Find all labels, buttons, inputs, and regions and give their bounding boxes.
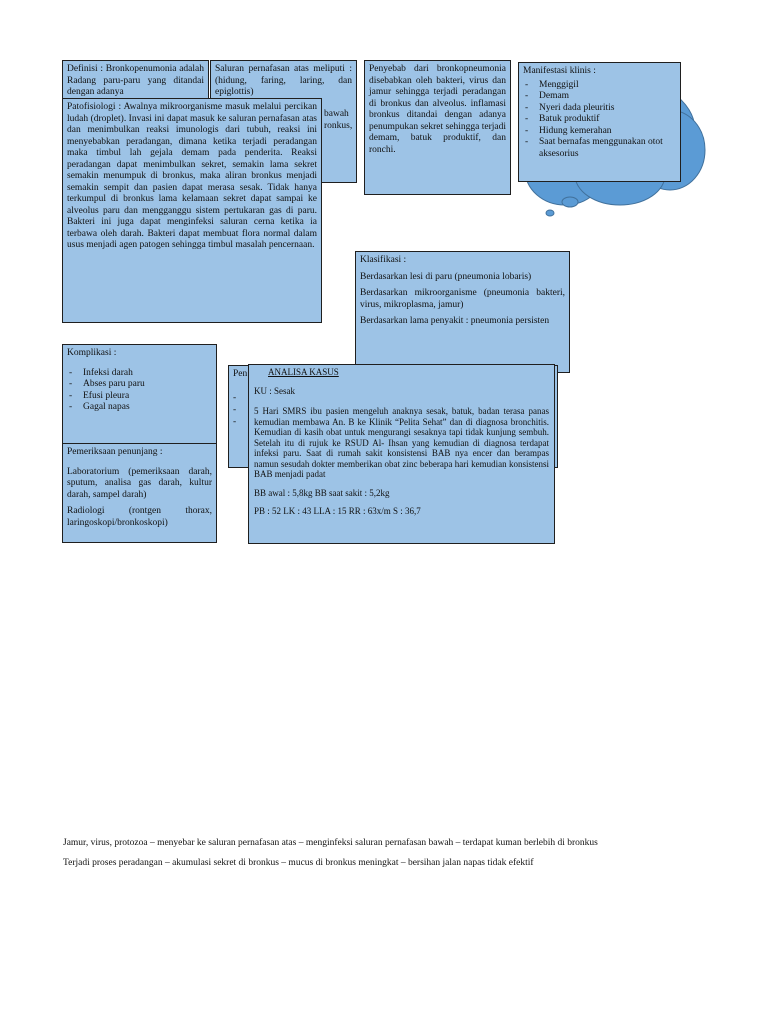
saluran-text: Saluran pernafasan atas meliputi : (hidung, faring, laring, dan epiglottis) [215, 64, 352, 97]
komplikasi-list [67, 368, 212, 414]
penyebab-box [364, 60, 511, 195]
saluran-fragment-1: bawah [324, 109, 349, 119]
klasifikasi-title: Klasifikasi : [360, 255, 407, 265]
komplikasi-title: Komplikasi : [67, 348, 117, 358]
komplikasi-item: - Infeksi darah [67, 368, 212, 380]
komplikasi-item: - Efusi pleura [67, 391, 212, 403]
manifestasi-item: - Hidung kemerahan [523, 126, 676, 138]
analisa-title-text: ANALISA KASUS [268, 367, 339, 377]
flow-line-1: Jamur, virus, protozoa – menyebar ke saluran pernafasan atas – menginfeksi saluran pernafasan bawah – terdapat kuman berlebih di bronkus [63, 838, 598, 848]
manifestasi-title: Manifestasi klinis : [523, 66, 596, 76]
patofisiologi-text: Patofisiologi : Awalnya mikroorganisme masuk melalui percikan ludah (droplet). Invasi ini dapat masuk ke saluran pernafasan atas dan menimbulkan reaksi imunologis dari tubuh, reaksi ini menyebabkan peradangan, dimana ketika terjadi peradangan maka timbul lah gejala demam pada penderita. Reaksi peradangan dapat menimbulkan sekret, semakin lama sekret semakin menumpuk di bronkus, maka aliran bronkus menjadi semakin sempit dan pasien dapat merasa sesak. Tidak hanya terkumpul di bronkus lama kelamaan sekret dapat sampai ke alveolus paru dan mengganggu sistem pertukaran gas di paru. Bakteri ini juga dapat menginfeksi saluran cerna ketika ia terbawa oleh darah. Bakteri dapat membuat flora normal dalam usus menjadi agen patogen sehingga timbul masalah pencernaan. [67, 102, 317, 250]
analisa-narrative: 5 Hari SMRS ibu pasien mengeluh anaknya sesak, batuk, badan terasa panas kemudian membawa An. B ke Klinik “Pelita Sehat” dan di diagnosa bronchitis. Kemudian di kasih obat untuk mengurangi sesaknya tapi tidak kunjung sembuh. Setelah itu di rujuk ke RSUD Al- Ihsan yang kemudian di diagnosa terdapat infeksi paru. Saat di rumah sakit konsistensi BAB nya encer dan berampas namun sesudah dokter memberikan obat zinc beberapa hari kemudian konsistensi BAB menjadi padat [254, 406, 549, 479]
klasifikasi-item: Berdasarkan lesi di paru (pneumonia lobaris) [360, 271, 532, 282]
komplikasi-box [62, 344, 217, 444]
penatalaksanaan-dashes: - - - [233, 393, 237, 427]
definisi-text: Definisi : Bronkopenumonia adalah Radang paru-paru yang ditandai dengan adanya [67, 64, 204, 97]
analisa-vitals: PB : 52 LK : 43 LLA : 15 RR : 63x/m S : 36,7 [254, 506, 421, 516]
pemeriksaan-title: Pemeriksaan penunjang : [67, 447, 163, 457]
analisa-ku: KU : Sesak [254, 385, 295, 396]
manifestasi-item: - Saat bernafas menggunakan otot aksesorius [523, 137, 676, 160]
manifestasi-item: - Demam [523, 91, 676, 103]
manifestasi-item: - Nyeri dada pleuritis [523, 103, 676, 115]
analisa-bb: BB awal : 5,8kg BB saat sakit : 5,2kg [254, 487, 390, 498]
pemeriksaan-radiologi: Radiologi (rontgen thorax, laringoskopi/bronkoskopi) [67, 506, 212, 528]
flow-line-2: Terjadi proses peradangan – akumulasi sekret di bronkus – mucus di bronkus meningkat – bersihan jalan napas tidak efektif [63, 858, 534, 868]
manifestasi-item: - Batuk produktif [523, 114, 676, 126]
penyebab-text: Penyebab dari bronkopneumonia disebabkan oleh bakteri, virus dan jamur sehingga terjadi peradangan di bronkus dan alveolus. inflamasi bronkus ditandai dengan adanya penumpukan sekret sehingga terjadi demam, batuk produktif, dan ronchi. [369, 64, 506, 155]
pemeriksaan-lab: Laboratorium (pemeriksaan darah, sputum, analisa gas darah, kultur darah, sampel darah) [67, 466, 212, 500]
komplikasi-item: - Abses paru paru [67, 379, 212, 391]
manifestasi-item: - Menggigil [523, 80, 676, 92]
penatalaksanaan-title: Pen [233, 369, 248, 379]
manifestasi-list [523, 80, 676, 161]
analisa-box [248, 364, 555, 544]
saluran-fragment-2: ronkus, [324, 121, 353, 131]
komplikasi-item: - Gagal napas [67, 402, 212, 414]
patofisiologi-box [62, 98, 322, 323]
manifestasi-box [518, 62, 681, 182]
klasifikasi-item: Berdasarkan lama penyakit : pneumonia persisten [360, 316, 550, 326]
pemeriksaan-box [62, 443, 217, 543]
analisa-title [254, 367, 549, 378]
klasifikasi-item: Berdasarkan mikroorganisme (pneumonia bakteri, virus, mikroplasma, jamur) [360, 288, 565, 310]
klasifikasi-box [355, 251, 570, 373]
